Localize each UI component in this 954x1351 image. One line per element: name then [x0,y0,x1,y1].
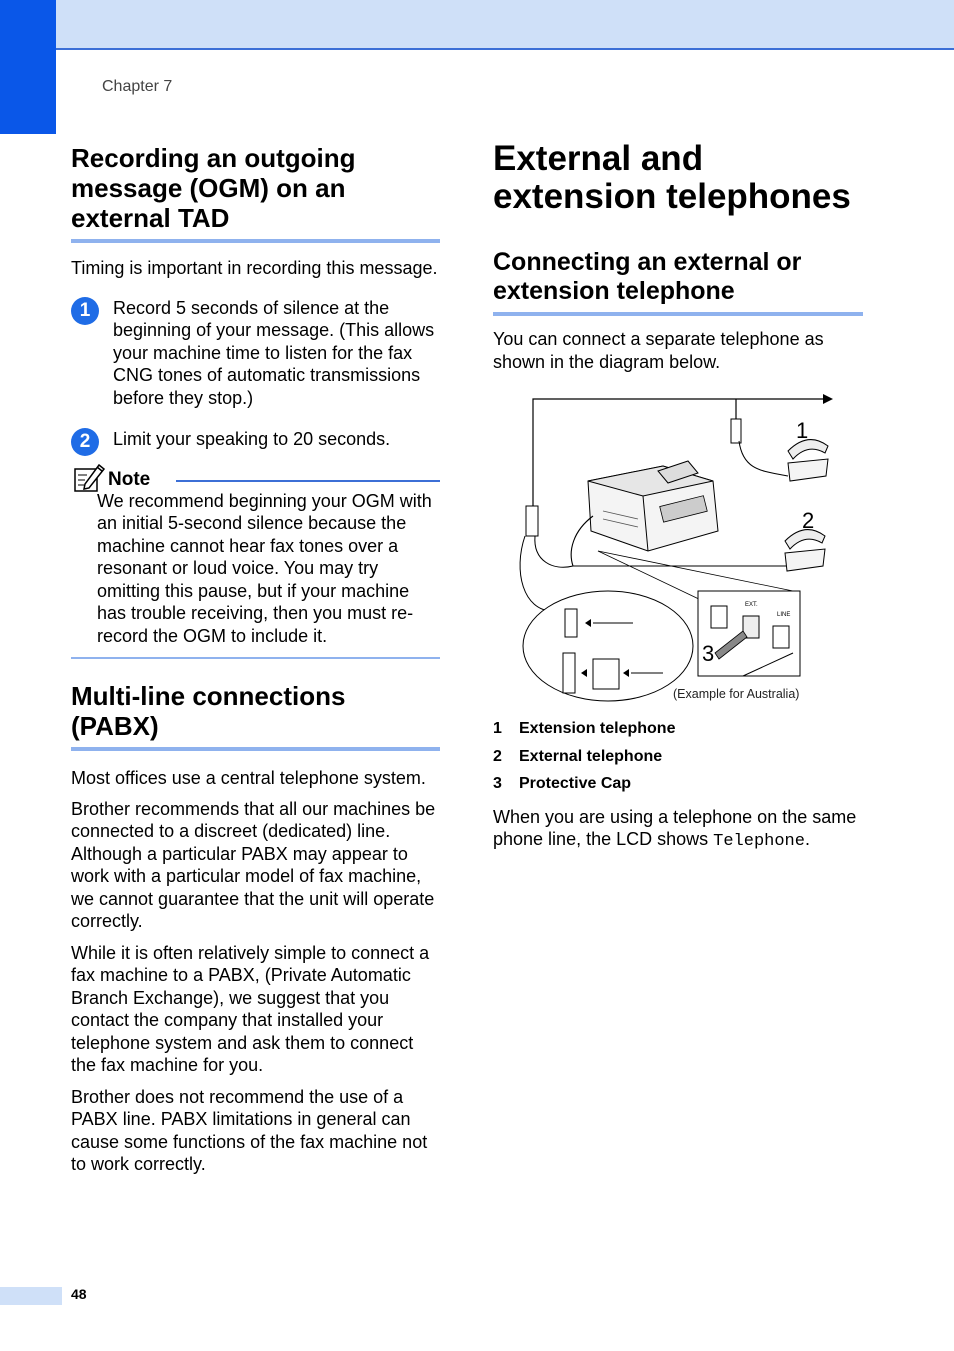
diagram-label-3: 3 [702,641,715,666]
step-number: 2 [71,428,99,456]
diagram-intro: You can connect a separate telephone as shown in the diagram below. [493,329,824,372]
jack-label-line: LINE [777,612,791,618]
note-text: We recommend beginning your OGM with an initial 5-second silence because the machine cannot hear fax tones over a resonant or loud voice. You may try omitting this pause, but if your machine has trouble receiving, then you must re-record the OGM to include it. [97,490,432,646]
step-2 [71,428,440,451]
step-number: 1 [71,297,99,325]
heading-rule [493,312,863,316]
step-1 [71,297,440,410]
legend-item: 2 External telephone [493,747,663,765]
legend-item: 1 Extension telephone [493,720,676,737]
note-label: Note [108,468,151,490]
pabx-paragraph: While it is often relatively simple to connect a fax machine to a PABX, (Private Automatic Branch Exchange), we suggest that you contact the company that installed your telephone system and ask them to connect the fax machine for you. [71,942,430,1075]
note-pencil-icon [73,464,105,494]
pabx-heading: Multi-line connections (PABX) [71,681,346,741]
header-bar [0,0,954,50]
lcd-text: Telephone [713,832,805,851]
closing-text: When you are using a telephone on the same phone line, the LCD shows Telephone. [493,806,857,851]
extension-telephone-icon [788,440,828,481]
jack-label-ext: EXT. [745,602,758,608]
connection-diagram [493,391,863,711]
note-rule [176,480,440,482]
chapter-tab [0,0,56,134]
step-text: Limit your speaking to 20 seconds. [113,429,391,449]
step-text: Record 5 seconds of silence at the beginning of your message. (This allows your machine time to listen for the fax CNG tones of automatic transmissions before they stop.) [113,297,435,408]
page-number: 48 [71,1286,87,1302]
main-heading: External and extension telephones [493,139,851,216]
pabx-paragraph: Brother does not recommend the use of a PABX line. PABX limitations in general can cause some functions of the fax machine not to work correctly. [71,1086,428,1174]
left-column [71,143,440,1176]
heading-rule [71,239,440,243]
ogm-intro: Timing is important in recording this message. [71,258,438,278]
external-telephone-icon [785,530,825,571]
note-header [71,464,440,494]
diagram-label-1: 1 [796,418,809,443]
pabx-paragraph: Brother recommends that all our machines be connected to a discreet (dedicated) line. Although a particular PABX may appear to work with a particular model of fax machine, we cannot guarantee that the unit will operate correctly. [71,798,436,931]
fax-machine-icon [588,461,718,551]
diagram-caption: (Example for Australia) [673,687,800,701]
note-end-rule [71,657,440,659]
chapter-label: Chapter 7 [102,78,173,95]
diagram-legend [493,719,863,802]
pabx-paragraph: Most offices use a central telephone system. [71,768,426,788]
page-tab [0,1287,62,1305]
legend-item: 3 Protective Cap [493,775,632,792]
right-column [493,140,863,854]
sub-heading: Connecting an external or extension telephone [493,248,802,305]
diagram-label-2: 2 [802,508,815,533]
ogm-heading: Recording an outgoing message (OGM) on an external TAD [71,143,356,233]
heading-rule [71,747,440,751]
